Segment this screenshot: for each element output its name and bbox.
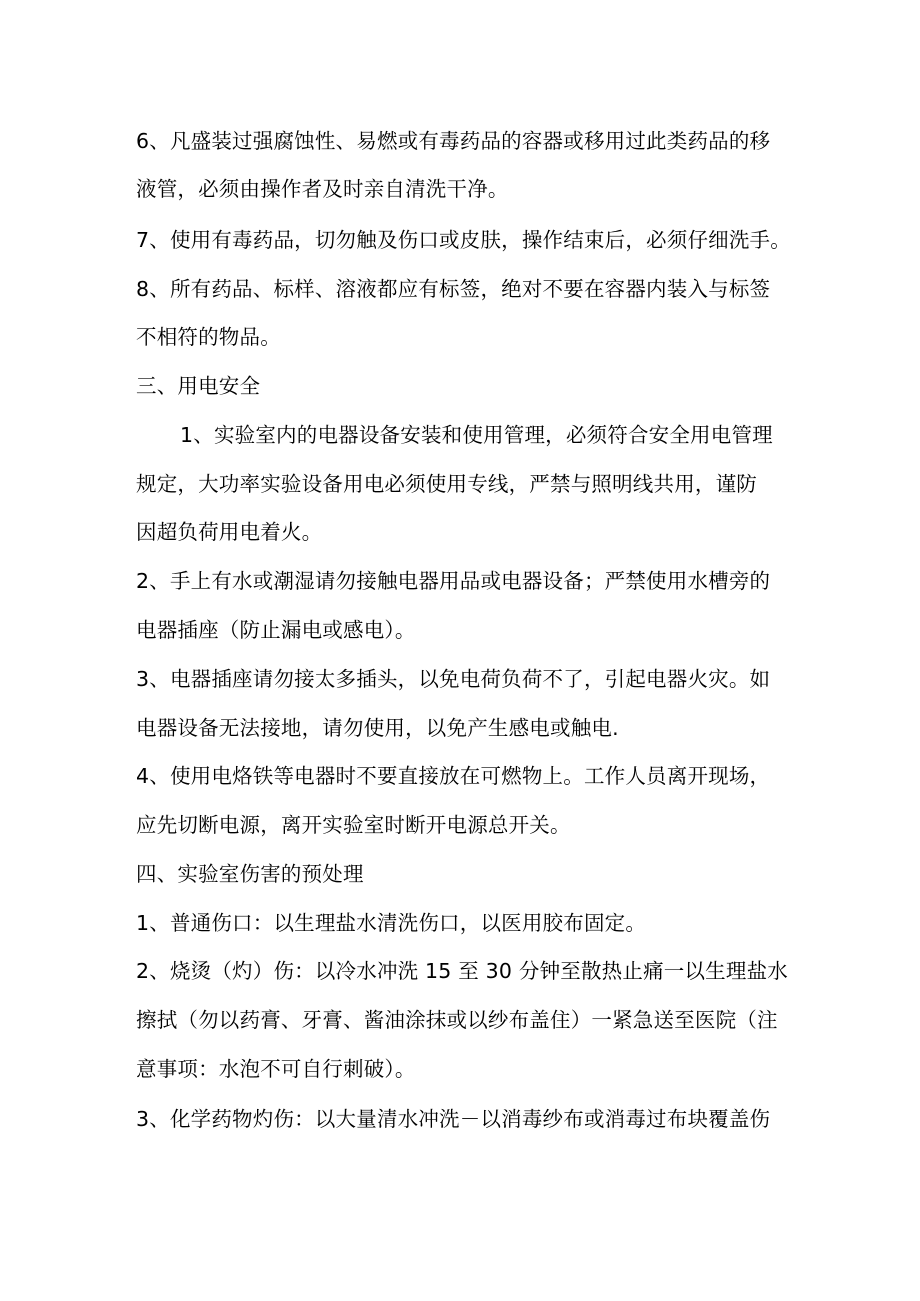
text-line: 规定，大功率实验设备用电必须使用专线，严禁与照明线共用，谨防	[136, 472, 757, 496]
text-line: 4、使用电烙铁等电器时不要直接放在可燃物上。工作人员离开现场，	[136, 764, 771, 788]
text-line: 应先切断电源，离开实验室时断开电源总开关。	[136, 813, 571, 837]
text-line: 2、手上有水或潮湿请勿接触电器用品或电器设备；严禁使用水槽旁的	[136, 569, 771, 593]
text-line: 8、所有药品、标样、溶液都应有标签，绝对不要在容器内装入与标签	[136, 277, 771, 301]
section-heading: 三、用电安全	[136, 374, 261, 398]
text-line: 电器设备无法接地，请勿使用，以免产生感电或触电.	[136, 716, 619, 740]
text-line: 3、电器插座请勿接太多插头，以免电荷负荷不了，引起电器火灾。如	[136, 667, 771, 691]
text-line: 电器插座（防止漏电或感电）。	[136, 618, 416, 642]
text-line: 7、使用有毒药品，切勿触及伤口或皮肤，操作结束后，必须仔细洗手。	[136, 228, 791, 252]
text-line: 意事项：水泡不可自行刺破）。	[136, 1057, 416, 1081]
text-line: 因超负荷用电着火。	[136, 520, 323, 544]
text-line: 不相符的物品。	[136, 325, 281, 349]
text-line: 擦拭（勿以药膏、牙膏、酱油涂抹或以纱布盖住）一紧急送至医院（注	[136, 1008, 778, 1032]
text-line: 6、凡盛装过强腐蚀性、易燃或有毒药品的容器或移用过此类药品的移	[136, 129, 771, 153]
text-line: 液管，必须由操作者及时亲自清洗干净。	[136, 177, 509, 201]
text-line: 1、实验室内的电器设备安装和使用管理，必须符合安全用电管理	[180, 423, 773, 447]
text-line: 3、化学药物灼伤：以大量清水冲洗－以消毒纱布或消毒过布块覆盖伤	[136, 1107, 771, 1131]
text-line: 1、普通伤口：以生理盐水清洗伤口，以医用胶布固定。	[136, 911, 647, 935]
text-line: 2、烧烫（灼）伤：以冷水冲洗 15 至 30 分钟至散热止痛一以生理盐水	[136, 959, 788, 983]
section-heading: 四、实验室伤害的预处理	[136, 862, 364, 886]
